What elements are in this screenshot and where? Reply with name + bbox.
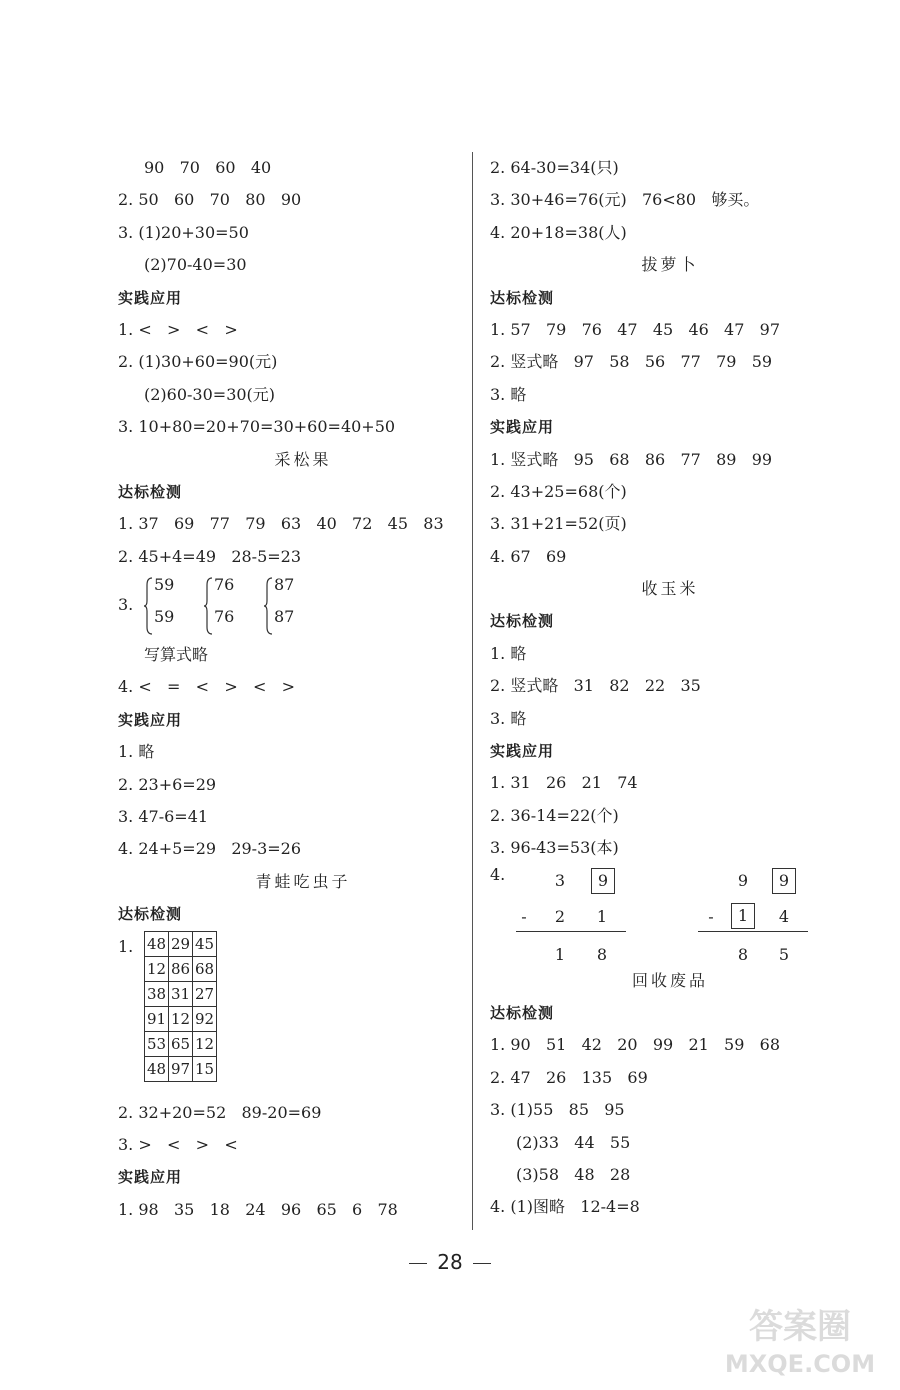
lesson-title: 青蛙吃虫子 [255, 871, 351, 891]
answer-line: 2. 45+4=49 28-5=23 [118, 546, 302, 566]
brace-group [144, 573, 194, 639]
answer-line: 2. 43+25=68(个) [490, 481, 627, 501]
watermark-text: 答案圈 [749, 1307, 851, 1347]
digit: 1 [596, 906, 608, 926]
section-heading: 达标检测 [490, 612, 555, 631]
item-number: 3. [118, 595, 134, 615]
answer-line: 3. 47-6=41 [118, 807, 209, 827]
brace-top: 59 [154, 575, 175, 595]
answer-line: 3. 略 [490, 384, 527, 404]
sum-rule [698, 931, 808, 932]
grid-cell: 45 [193, 931, 217, 956]
answer-line: 90 70 60 40 [144, 158, 272, 177]
answer-line: 4. (1)图略 12-4=8 [490, 1197, 640, 1217]
answer-line: 3. 略 [490, 708, 527, 728]
answer-line: 2. 23+6=29 [118, 774, 217, 794]
grid-cell: 29 [169, 931, 193, 956]
digit: 9 [737, 870, 749, 890]
answer-line: (2)60-30=30(元) [144, 384, 276, 404]
brace-group [204, 573, 254, 639]
grid-cell: 12 [193, 1031, 217, 1056]
number-grid-answer [118, 931, 458, 1097]
answer-line: 3. 96-43=53(本) [490, 838, 619, 858]
answer-line: 1. 略 [490, 643, 527, 663]
lesson-title: 采松果 [274, 449, 332, 469]
grid-cell: 92 [193, 1006, 217, 1031]
grid-cell: 48 [145, 931, 169, 956]
answer-line: 1. 98 35 18 24 96 65 6 78 [118, 1199, 398, 1219]
answer-line: 1. 90 51 42 20 99 21 59 68 [490, 1035, 781, 1055]
grid-cell: 27 [193, 981, 217, 1006]
digit: 8 [737, 944, 749, 964]
brace-bottom: 59 [154, 607, 175, 627]
answer-line: (2)70-40=30 [144, 255, 247, 275]
vertical-subtraction-answer [490, 865, 820, 965]
grid-cell: 91 [145, 1006, 169, 1031]
lesson-title: 收玉米 [641, 579, 699, 599]
item-number: 4. [490, 864, 506, 884]
answer-line: 2. 36-14=22(个) [490, 805, 619, 825]
grid-cell: 12 [145, 956, 169, 981]
answer-line: 1. < > < > [118, 319, 238, 339]
digit: 1 [554, 944, 566, 964]
page-number [0, 1250, 900, 1274]
answer-line: 2. 50 60 70 80 90 [118, 190, 302, 210]
brace-icon [144, 577, 154, 635]
brace-bottom: 87 [274, 607, 295, 627]
answer-line: (2)33 44 55 [516, 1132, 631, 1152]
grid-cell: 97 [169, 1056, 193, 1081]
brace-top: 76 [214, 575, 235, 595]
answer-line: (3)58 48 28 [516, 1164, 631, 1184]
answer-line: 1. 略 [118, 742, 155, 762]
left-column [118, 152, 458, 1226]
section-heading: 实践应用 [490, 418, 555, 437]
answer-line: 2. 32+20=52 89-20=69 [118, 1102, 322, 1122]
answer-line: 4. 67 69 [490, 546, 567, 566]
minus-sign: - [708, 906, 714, 926]
brace-icon [204, 577, 214, 635]
answer-line: 2. 47 26 135 69 [490, 1067, 648, 1087]
answer-line: 1. 竖式略 95 68 86 77 89 99 [490, 449, 773, 469]
digit: 2 [554, 906, 566, 926]
brace-group [264, 573, 314, 639]
grid-cell: 12 [169, 1006, 193, 1031]
number-grid [144, 931, 217, 1082]
section-heading: 达标检测 [490, 1003, 555, 1022]
brace-icon [264, 577, 274, 635]
answer-line: 4. 20+18=38(人) [490, 222, 627, 242]
sum-rule [516, 931, 626, 932]
grid-cell: 86 [169, 956, 193, 981]
answer-line: 4. 24+5=29 29-3=26 [118, 839, 302, 859]
answer-line: 3. > < > < [118, 1134, 238, 1154]
section-heading: 实践应用 [118, 1168, 183, 1187]
answer-box: 1 [731, 903, 755, 929]
answer-line: 1. 37 69 77 79 63 40 72 45 83 [118, 514, 444, 534]
section-heading: 实践应用 [118, 288, 183, 307]
lesson-title: 拔萝卜 [641, 255, 699, 275]
grid-cell: 68 [193, 956, 217, 981]
grid-cell: 31 [169, 981, 193, 1006]
digit: 5 [778, 944, 790, 964]
column-divider [472, 152, 473, 1230]
brace-bottom: 76 [214, 607, 235, 627]
dash-right [473, 1263, 491, 1264]
section-heading: 实践应用 [118, 710, 183, 729]
grid-cell: 53 [145, 1031, 169, 1056]
answer-line: 2. 64-30=34(只) [490, 158, 619, 177]
right-column [490, 152, 820, 1224]
answer-line: 3. 31+21=52(页) [490, 514, 627, 534]
grid-cell: 38 [145, 981, 169, 1006]
lesson-title: 回收废品 [631, 970, 708, 990]
answer-box: 9 [772, 868, 796, 894]
answer-line: 2. 竖式略 31 82 22 35 [490, 676, 701, 696]
watermark-logo [710, 1300, 890, 1380]
grid-cell: 48 [145, 1056, 169, 1081]
watermark-url: MXQE.COM [724, 1350, 876, 1378]
item-number: 1. [118, 936, 134, 956]
digit: 4 [778, 906, 790, 926]
dash-left [409, 1263, 427, 1264]
answer-line: 3. 30+46=76(元) 76<80 够买。 [490, 190, 760, 210]
answer-line: 3. 10+80=20+70=30+60=40+50 [118, 417, 396, 437]
brace-top: 87 [274, 575, 295, 595]
section-heading: 达标检测 [118, 905, 183, 924]
answer-line: 3. (1)20+30=50 [118, 222, 249, 242]
answer-line: 1. 31 26 21 74 [490, 773, 638, 793]
digit: 8 [596, 944, 608, 964]
minus-sign: - [521, 906, 527, 926]
answer-line: 写算式略 [144, 645, 209, 665]
answer-line: 2. (1)30+60=90(元) [118, 352, 278, 372]
answer-line: 3. (1)55 85 95 [490, 1100, 625, 1120]
section-heading: 达标检测 [118, 482, 183, 501]
page-number-text: 28 [437, 1250, 463, 1274]
answer-line: 2. 竖式略 97 58 56 77 79 59 [490, 352, 773, 372]
answer-box: 9 [591, 868, 615, 894]
section-heading: 实践应用 [490, 742, 555, 761]
grid-cell: 15 [193, 1056, 217, 1081]
section-heading: 达标检测 [490, 288, 555, 307]
grid-cell: 65 [169, 1031, 193, 1056]
digit: 3 [554, 870, 566, 890]
answer-line: 1. 57 79 76 47 45 46 47 97 [490, 319, 781, 339]
answer-line: 4. < = < > < > [118, 677, 296, 697]
brace-answer [118, 573, 458, 639]
